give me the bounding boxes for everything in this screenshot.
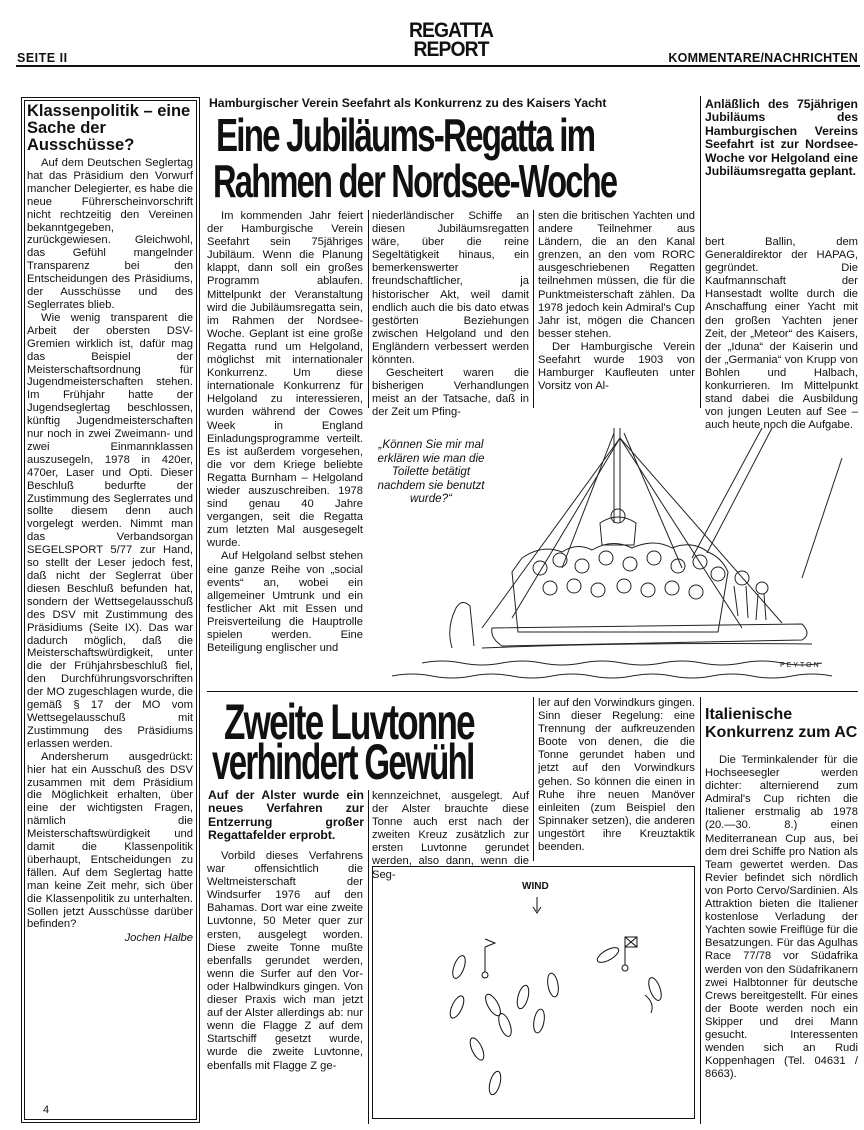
article1-column-1 xyxy=(207,210,363,655)
column-divider xyxy=(700,697,701,1124)
commentary-signature: Jochen Halbe xyxy=(124,932,193,945)
section-rule xyxy=(207,691,858,692)
commentary-paragraph: Auf dem Deutschen Seglertag hat das Präsidium den Vorwurf mancher Delegierter, es habe die neue Führerscheinvorschrift nicht rechtzeitig den Vereinen bekanntgegeben, zurückgewiesen. Gleichwohl, das Gefühl mangelnder Transparenz bei den Entscheidungen des Präsidiums, der Ausschüsse und des Seglerrates blieb. xyxy=(27,157,193,311)
column-divider xyxy=(368,210,369,408)
masthead-logo xyxy=(392,21,510,59)
article1-headline-line1: Eine Jubiläums-Regatta im xyxy=(216,109,595,161)
column-divider xyxy=(533,697,534,861)
page-number: 4 xyxy=(43,1104,50,1116)
wind-label: WIND xyxy=(522,881,549,892)
article1-paragraph: Gescheitert waren die bisherigen Verhandlungen meist an der Tatsache, daß in der Zeit um Pfing- xyxy=(372,367,529,419)
article1-paragraph: sten die britischen Yachten und andere Teilnehmer aus Ländern, die an den Kanal grenzen, an den vom RORC ausgeschriebenen Regatten teilnehmen müssen, die für die Punktmeisterschaft zählen. Da 1978 jedoch kein Admiral's Cup Jahr ist, mögen die Chancen besser stehen. xyxy=(538,210,695,340)
article1-paragraph: Auf Helgoland selbst stehen eine ganze Reihe von „social events“ an, wobei ein allgemeiner Umtrunk und ein festlicher Akt mit Essen und Preisverteilung die Hauptrolle spielen werden. Eine Beteiligung englischer und xyxy=(207,550,363,655)
article1-column-2 xyxy=(372,210,529,420)
article1-headline-line2: Rahmen der Nordsee-Woche xyxy=(213,155,617,207)
article2-paragraph: Vorbild dieses Verfahrens war offensichtlich die Weltmeisterschaft der Windsurfer 1976 auf den Bahamas. Dort war eine zweite Luvtonne, 50 Meter quer zur ersten, ausgelegt worden. Diese zweite Tonne mußte ebenfalls gerundet werden, wenn die Surfer auf den Vor- oder Halbwindkurs gingen. Von dieser Praxis wich man jetzt auf der Alster allerdings ab: nur wenn die Flagge Z auf dem Startschiff gesetzt wurde, wurde die zweite Luvtonne, ebenfalls mit Flagge Z ge- xyxy=(207,850,363,1072)
article1-paragraph: niederländischer Schiffe an diesen Jubiläumsregatten wäre, über die reine Segeltätigkeit hinaus, ein bemerkenswerter freundschaftlicher, ja historischer Akt, weil damit endlich auch die bis dato etwas gestörten Beziehungen zwischen Helgoland und den Engländern verbessert werden könnten. xyxy=(372,210,529,367)
article1-paragraph: Der Hamburgische Verein Seefahrt wurde 1903 von Hamburger Kaufleuten unter Vorsitz von Al- xyxy=(538,340,695,393)
column-divider xyxy=(533,210,534,408)
column-divider xyxy=(368,790,369,1124)
page-section-title: KOMMENTARE/NACHRICHTEN xyxy=(668,51,858,65)
article2-paragraph: ler auf den Vorwindkurs gingen. Sinn dieser Regelung: eine Trennung der aufkreuzenden Boote von denen, die die Tonne gerundet haben und jetzt auf den Vorwindkurs gehen. So können die einen in Ruhe ihre neuen Manöver einleiten (zum Beispiel den Spinnaker setzen), die anderen ungestört ihre Kreuztaktik beenden. xyxy=(538,697,695,854)
commentary-headline: Klassenpolitik – eine Sache der Ausschüsse? xyxy=(27,102,191,154)
column-divider xyxy=(700,96,701,408)
article2-lead: Auf der Alster wurde ein neues Verfahren zur Entzerrung großer Regattafelder erprobt. xyxy=(208,788,364,843)
cartoon-caption: „Können Sie mir mal erklären wie man die Toilette betätigt nachdem sie benutzt wurde?“ xyxy=(377,438,485,505)
article3-paragraph: Die Terminkalender für die Hochseesegler werden dichter: alternierend zum Admiral's Cup richten die Italiener erstmalig ab 1978 (20.—30. 8.) einen Mediterranean Cup aus, bei dem drei Schiffe pro Nation als Team gewertet werden. Das Revier befindet sich nördlich von Porto Cervo/Sardinien. Als Attraktion bieten die Italiener kostenlose Verladung der Yachten sowie Freiflüge für die Besatzungen. Für das Agulhas Race 77/78 vor Südafrika werden von den Südafrikanern zwei Halbtonner für deutsche Crews bereitgestellt. Für eines der Boote werden noch ein Skipper und drei Mann gesucht. Interessenten wenden sich an Rudi Koppenhagen (Tel. 04631 / 8663). xyxy=(705,754,858,1081)
article1-continuation: bert Ballin, dem Generaldirektor der HAPAG, gegründet. Die Kaufmannschaft der Hansestadt wollte durch die Anschaffung einer Yacht mit den großen Yachten jener Zeit, der „Meteor“ des Kaisers, der „Iduna“ der Kaiserin und der „Germania“ von Krupp von Bohlen und Halbach, konkurrieren. Im Mittelpunkt stand dabei die Ausbildung von jungen Leuten auf See – auch heute noch die Aufgabe. xyxy=(705,236,858,432)
article3-body xyxy=(705,754,858,1081)
article2-headline-line1: Zweite Luvtonne xyxy=(224,694,474,750)
logo-line-regatta: REGATTA xyxy=(408,19,494,42)
course-diagram xyxy=(372,866,695,1119)
course-diagram-drawing xyxy=(373,867,696,1120)
commentary-paragraph: Andersherum ausgedrückt: hier hat ein Ausschuß des DSV zusammen mit dem Präsidium die Möglichkeit erhalten, über eine der wichtigsten Fragen, nämlich die Meisterschaftswürdigkeit und damit die Klassenpolitik überhaupt, Entscheidungen zu fällen. Auf dem Seglertag hatte man keine Zeit mehr, sich über die Klassenpolitik zu unterhalten. Sollen jetzt Ausschüsse darüber befinden? xyxy=(27,750,193,931)
commentary-body xyxy=(27,157,193,931)
commentary-article xyxy=(27,103,193,944)
article2-headline-line2: verhindert Gewühl xyxy=(212,734,474,790)
header-rule xyxy=(16,65,860,67)
page-section-label: SEITE II xyxy=(17,51,68,65)
article1-paragraph: Im kommenden Jahr feiert der Hamburgische Verein Seefahrt sein 75jähriges Jubiläum. Wenn die Planung klappt, dann soll ein großes Programm ablaufen. Mittelpunkt der Veranstaltung wird die Jubiläumsregatta sein, im Rahmen der Nordsee-Woche. Geplant ist eine große Regatta rund um Helgoland, möglichst mit internationaler Konkurrenz. Um diese internationale Konkurrenz für Helgoland zu interessieren, wurden während der Cowes Week in England Einladungsprogramme verteilt. Es ist außerdem vorgesehen, die vor dem Kriege beliebte Regatta Burnham – Helgoland wieder auszuschreiben. 1978 sind genau 40 Jahre vergangen, seit die Regatta zum letzten Mal ausgesegelt wurde. xyxy=(207,210,363,550)
article1-kicker: Hamburgischer Verein Seefahrt als Konkurrenz zu des Kaisers Yacht xyxy=(209,96,607,110)
commentary-paragraph: Wie wenig transparent die Arbeit der obersten DSV-Gremien wirklich ist, dafür mag das Beispiel der Meisterschaftsordnung für Jugendmeisterschaften stehen. Im Frühjahr hatte der Jugendseglertag beschlossen, künftig Jugendmeisterschaften nur noch in zwei Zweimann- und zwei Einmannklassen auszusegeln, 1978 in 420er, 470er, Laser und Opti. Dieser Beschluß bedurfte der Zustimmung des Seglerrates und sollte diesem denn auch vorgelegt werden. Nimmt man das Verbandsorgan SEGELSPORT 5/77 zur Hand, so stellt der Leser jedoch fest, daß nicht der Seglerrat über diesen Beschluß befunden hat, sondern der Wettsegelausschuß des DSV mit Zustimmung des Präsidiums (Seite IX). Das war dadurch möglich, daß die Meisterschaftswürdigkeit, unter die der Frühjahrsbeschluß fiel, den Durchführungsvorschriften der MO zugeschlagen wurde, die gemäß § 17 der MO vom Wettsegelausschuß mit Zustimmung des Präsidiums erlassen werden. xyxy=(27,311,193,750)
article1-intro: Anläßlich des 75jährigen Jubiläums des Hamburgischen Vereins Seefahrt ist zur Nordsee-Woche vor Helgoland eine Jubiläumsregatta geplant. xyxy=(705,97,858,179)
article2-column-3 xyxy=(538,697,695,854)
logo-line-report: REPORT xyxy=(413,38,489,61)
article2-paragraph: kennzeichnet, ausgelegt. Auf der Alster brauchte diese Tonne auch erst nach der zweiten Kreuz zusätzlich zur ersten Luvtonne gerundet werden, also dann, wenn die Seg- xyxy=(372,790,529,881)
article1-column-3 xyxy=(538,210,695,393)
article3-headline: Italienische Konkurrenz zum AC xyxy=(705,706,858,741)
cartoon-artist-signature: PEYTON xyxy=(780,662,821,669)
article2-column-1 xyxy=(207,850,363,1073)
